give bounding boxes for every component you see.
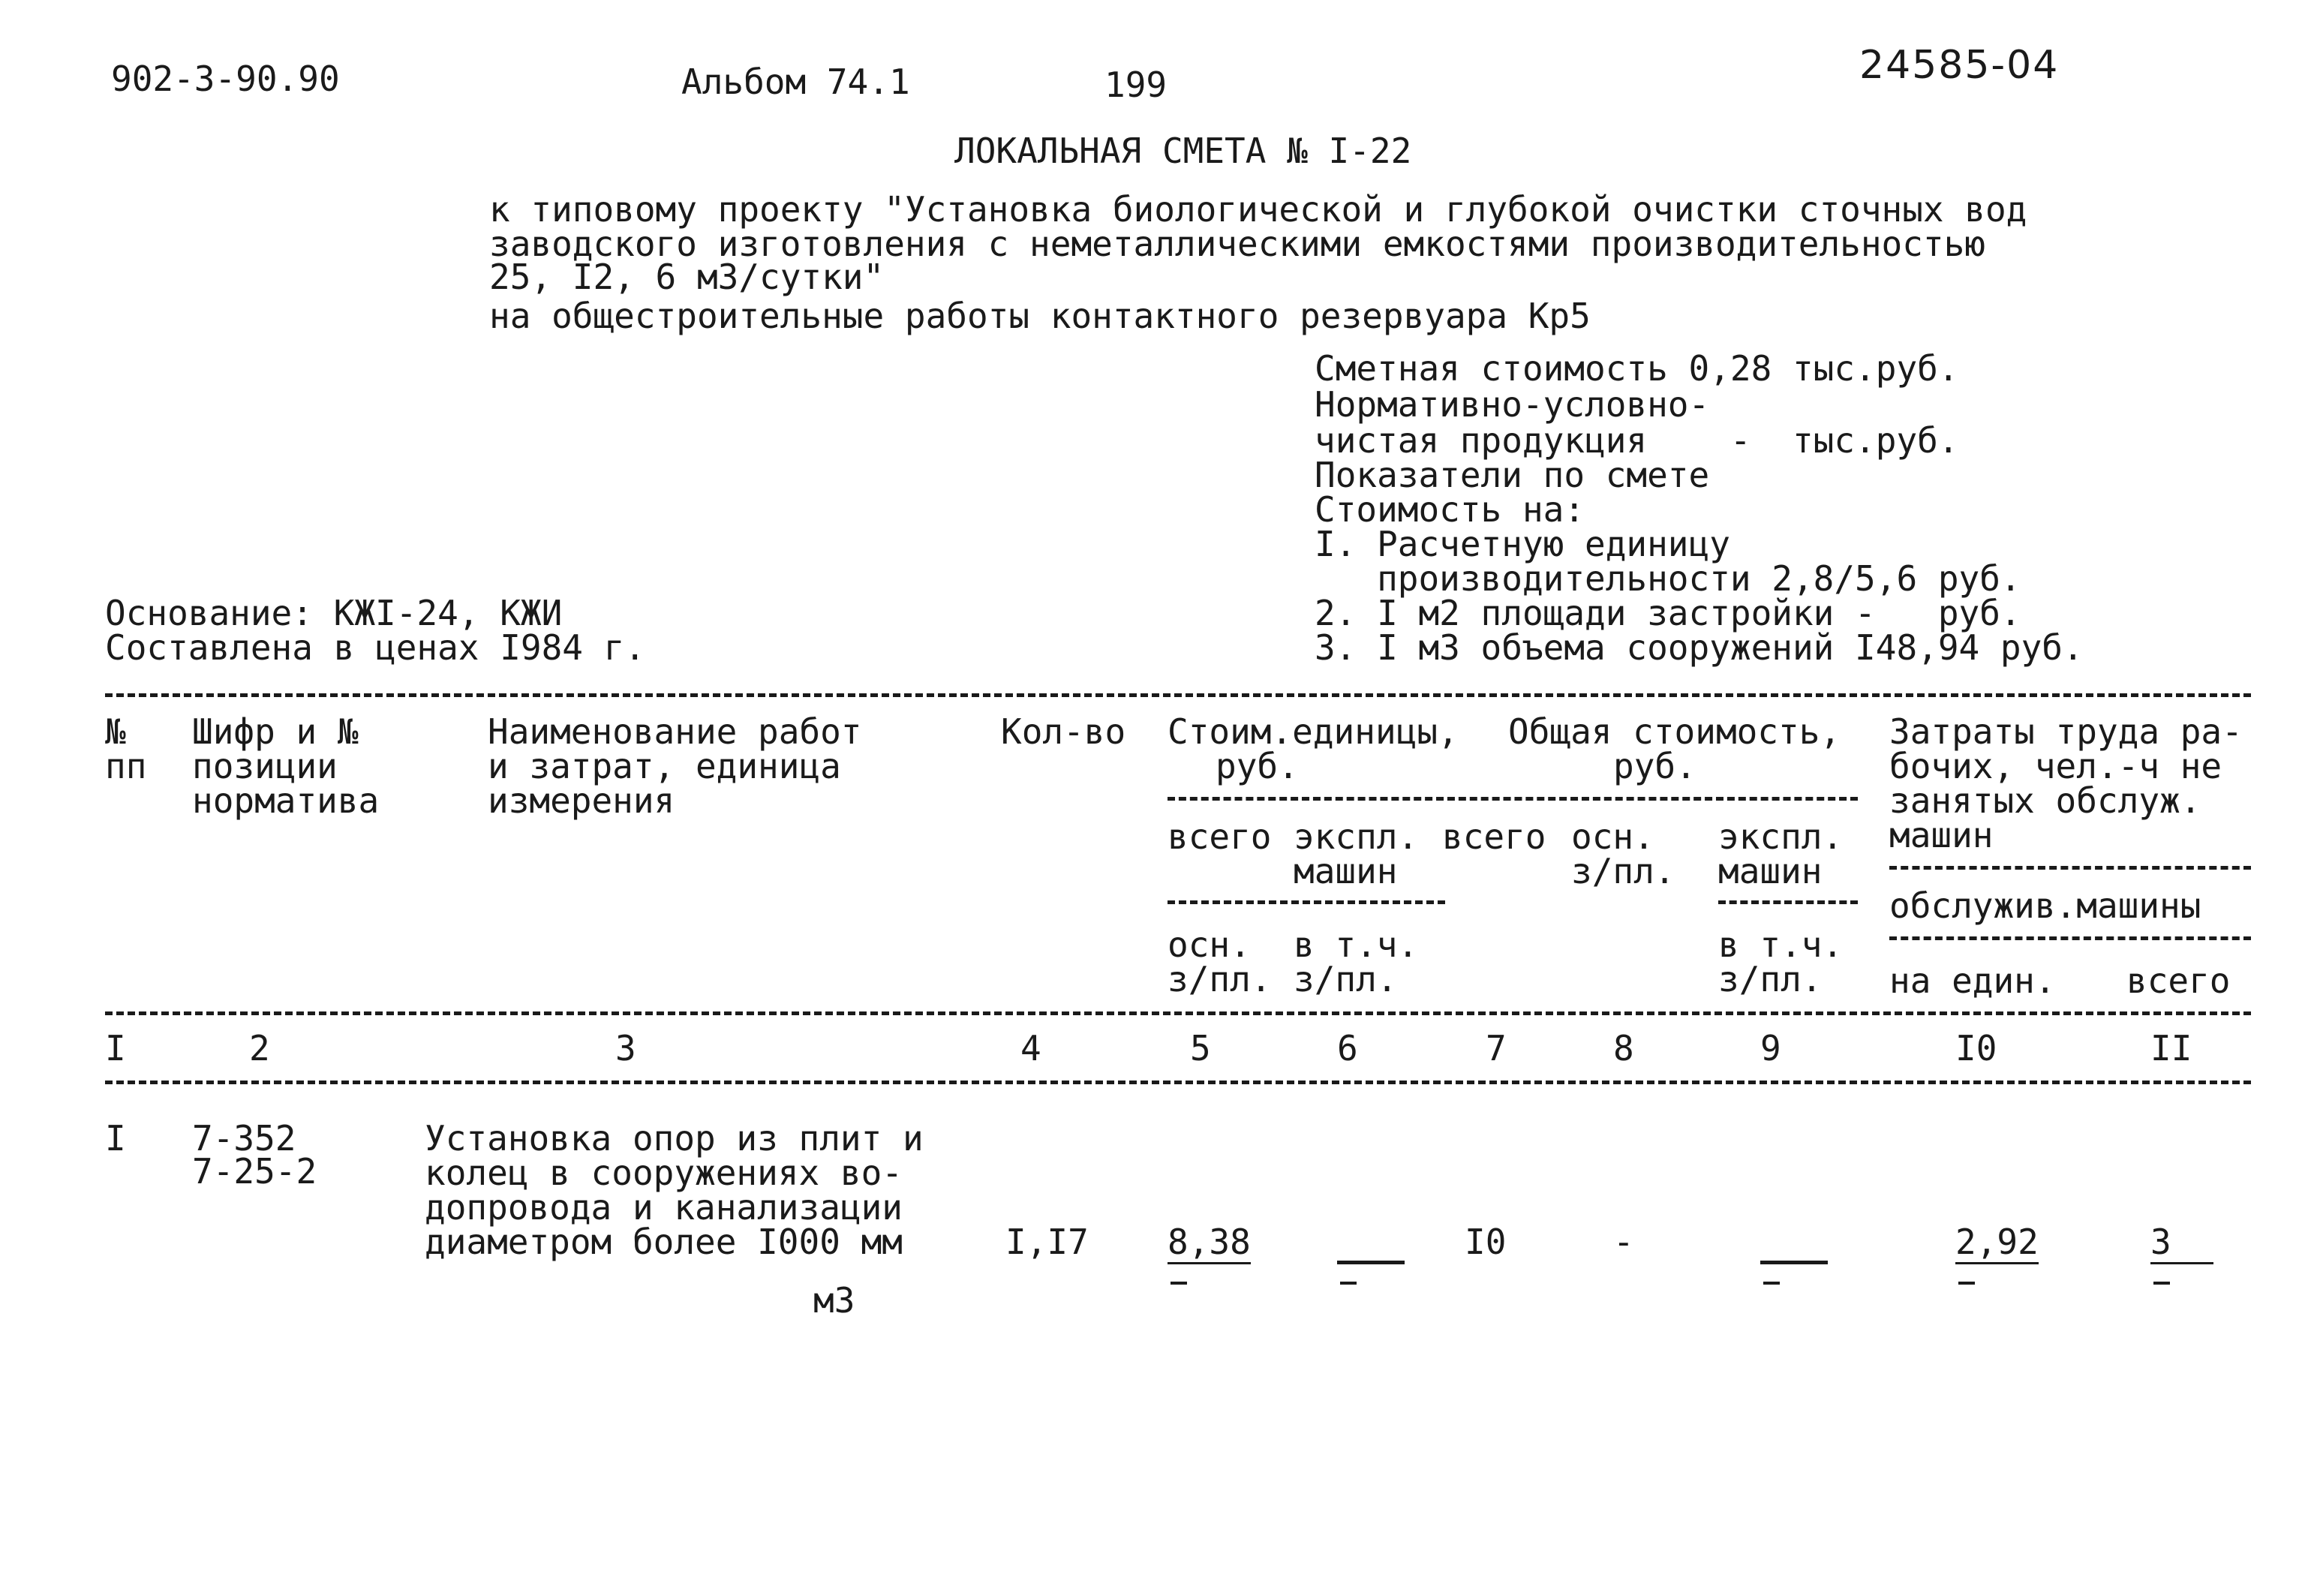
summary-line: Показатели по смете [1315,455,1710,495]
sub-value-dash [1958,1282,1975,1285]
header-qty: Кол-во [1001,711,1126,752]
header-total-mach: экспл. [1718,816,1844,857]
header-name: измерения [488,780,675,821]
header-name: и затрат, единица [488,746,841,786]
price-year-line: Составлена в ценах I984 г. [105,627,646,668]
row-labor-total: 3 [2150,1223,2213,1264]
header-total-mach: машин [1718,851,1823,891]
summary-line: I. Расчетную единицу [1315,524,1730,564]
row-unit-cost: 8,38 [1168,1223,1251,1264]
sub-value-dash [1171,1282,1187,1285]
header-unit-cost: руб. [1216,746,1299,786]
header-unit-base-sub: з/пл. [1168,959,1272,999]
summary-line: производительности 2,8/5,6 руб. [1315,558,2021,599]
header-unit-mach-sub: в т.ч. [1294,924,1419,965]
header-total-base: осн. [1571,816,1654,857]
colnum-bottom-rule [105,1081,2251,1084]
row-total-base: - [1613,1222,1634,1262]
header-labor: Затраты труда ра- [1889,711,2243,752]
stamp-number: 24585-04 [1859,43,2060,88]
row-code: 7-352 [192,1118,296,1159]
table-top-rule [105,693,2251,697]
col-number: I0 [1955,1028,1997,1069]
header-unit-cost: Стоим.единицы, [1168,711,1459,752]
row-code: 7-25-2 [192,1151,317,1192]
header-code: норматива [192,780,380,821]
row-unit-mach [1337,1261,1405,1264]
header-all: всего [2126,960,2231,1001]
col-number: 3 [615,1028,636,1069]
subtitle-line: к типовому проекту "Установка биологической и глубокой очистки сточных вод [489,189,2027,230]
row-total: I0 [1465,1222,1507,1262]
header-unit-all: всего [1168,816,1272,857]
header-code: позиции [192,746,338,786]
row-total-mach [1760,1261,1828,1264]
header-service: обслужив.машины [1889,885,2201,926]
col-number: 5 [1190,1028,1211,1069]
header-total-base: з/пл. [1571,851,1675,891]
header-unit-mach-sub: з/пл. [1294,959,1398,999]
subtitle-line: на общестроительные работы контактного резервуара Кр5 [489,296,1591,336]
subtitle-line: заводского изготовления с неметаллическими емкостями производительностью [489,224,1985,264]
col-number: I [105,1028,126,1069]
header-total-mach-sub: в т.ч. [1718,924,1844,965]
header-labor: машин [1889,815,1994,855]
summary-line: 3. I м3 объема сооружений I48,94 руб. [1315,627,2084,668]
subtitle-line: 25, I2, 6 м3/сутки" [489,257,885,297]
document-code: 902-3-90.90 [111,59,340,99]
col-number: 6 [1337,1028,1358,1069]
col-number: 7 [1486,1028,1507,1069]
header-unit-mach: экспл. [1294,816,1419,857]
summary-line: Стоимость на: [1315,489,1585,530]
sub-value-dash [1763,1282,1780,1285]
summary-line: Сметная стоимость 0,28 тыс.руб. [1315,348,1959,389]
labor-sub-rule-1 [1889,866,2251,870]
header-labor: занятых обслуж. [1889,780,2201,821]
header-labor: бочих, чел.-ч не [1889,746,2222,786]
row-name: диаметром более I000 мм [425,1222,903,1262]
unit-sub-rule [1168,900,1445,904]
header-num: № [105,711,126,752]
sub-value-dash [2153,1282,2170,1285]
labor-sub-rule-2 [1889,936,2251,940]
header-unit-base-sub: осн. [1168,924,1251,965]
header-num: пп [105,746,147,786]
header-sub-rule [1168,797,1858,801]
row-name: Установка опор из плит и [425,1118,924,1159]
col-number: 8 [1613,1028,1634,1069]
page-title: ЛОКАЛЬНАЯ СМЕТА № I-22 [954,131,1412,171]
album-label: Альбом 74.1 [681,62,910,102]
row-name: допровода и канализации [425,1187,903,1228]
header-total-cost: руб. [1613,746,1696,786]
row-qty: I,I7 [1005,1222,1089,1262]
row-num: I [105,1118,126,1159]
header-per-unit: на един. [1889,960,2056,1001]
basis-line: Основание: КЖI-24, КЖИ [105,593,563,633]
header-unit-mach: машин [1294,851,1398,891]
header-bottom-rule [105,1011,2251,1015]
row-labor-unit: 2,92 [1955,1223,2039,1264]
summary-line: чистая продукция - тыс.руб. [1315,420,1959,461]
row-name: колец в сооружениях во- [425,1153,903,1193]
col-number: 4 [1020,1028,1041,1069]
col-number: 9 [1760,1028,1781,1069]
header-total-mach-sub: з/пл. [1718,959,1823,999]
col-number: II [2150,1028,2192,1069]
summary-line: 2. I м2 площади застройки - руб. [1315,593,2021,633]
header-code: Шифр и № [192,711,359,752]
header-total-all: всего [1442,816,1546,857]
summary-line: Нормативно-условно- [1315,384,1710,425]
mach-sub-rule [1718,900,1858,904]
sub-value-dash [1340,1282,1357,1285]
row-unit: м3 [813,1280,855,1321]
header-total-cost: Общая стоимость, [1508,711,1841,752]
page-number: 199 [1104,65,1168,105]
col-number: 2 [249,1028,270,1069]
header-name: Наименование работ [488,711,862,752]
